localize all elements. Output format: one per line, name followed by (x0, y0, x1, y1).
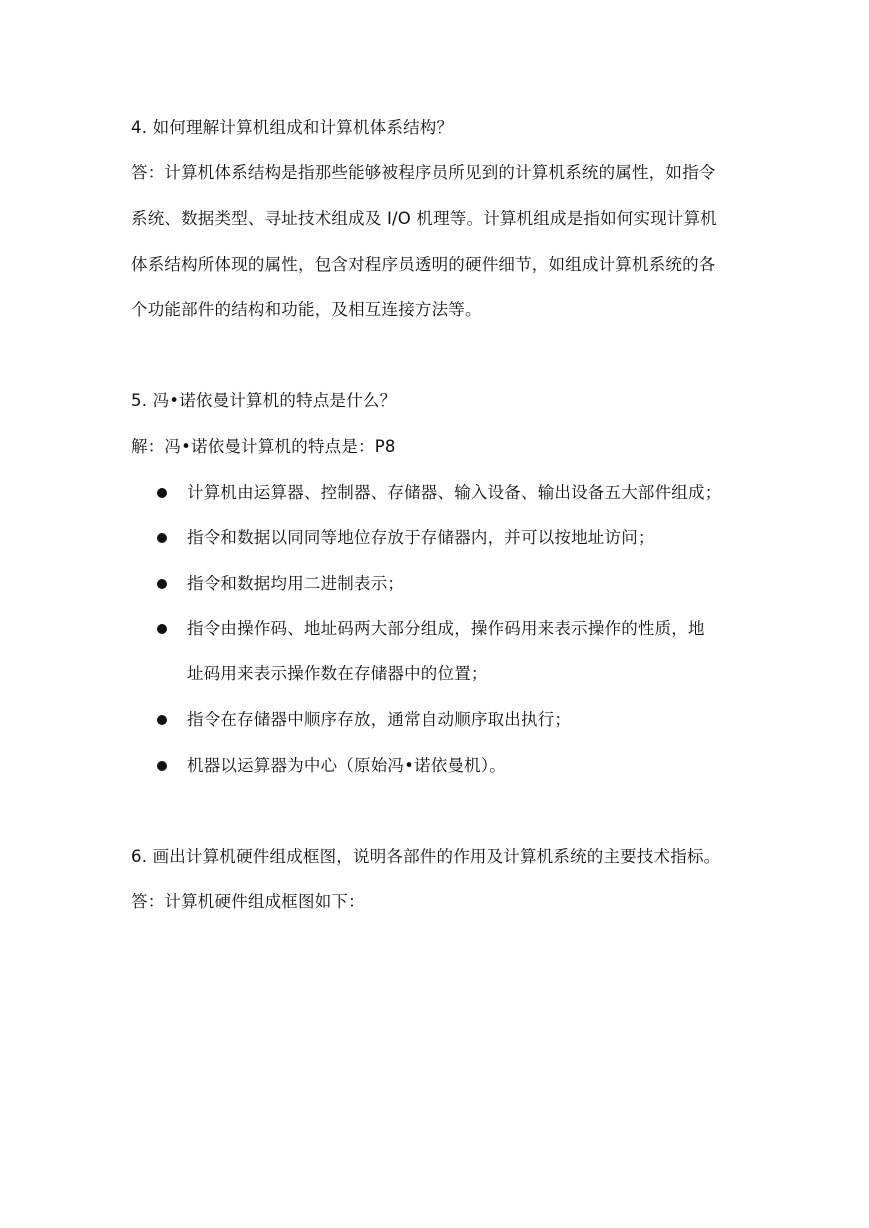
question-6-answer: 答：计算机硬件组成框图如下： (131, 892, 365, 911)
list-item-continuation: 址码用来表示操作数在存储器中的位置； (187, 664, 488, 683)
question-4-answer-line-1: 答：计算机体系结构是指那些能够被程序员所见到的计算机系统的属性，如指令 (131, 163, 716, 182)
list-item: 机器以运算器为中心（原始冯•诺依曼机）。 (187, 756, 506, 775)
bullet-icon (157, 624, 167, 634)
list-item: 指令由操作码、地址码两大部分组成，操作码用来表示操作的性质，地 (187, 619, 705, 638)
bullet-icon (157, 488, 167, 498)
question-5-intro: 解：冯•诺依曼计算机的特点是：P8 (131, 437, 396, 456)
question-4-title: 4. 如何理解计算机组成和计算机体系结构？ (131, 118, 454, 137)
bullet-icon (157, 715, 167, 725)
list-item: 计算机由运算器、控制器、存储器、输入设备、输出设备五大部件组成； (187, 483, 722, 502)
question-4-answer-line-3: 体系结构所体现的属性，包含对程序员透明的硬件细节，如组成计算机系统的各 (131, 255, 716, 274)
bullet-icon (157, 533, 167, 543)
list-item: 指令和数据以同同等地位存放于存储器内，并可以按地址访问； (187, 528, 655, 547)
question-6-title: 6. 画出计算机硬件组成框图，说明各部件的作用及计算机系统的主要技术指标。 (131, 847, 721, 866)
list-item: 指令和数据均用二进制表示； (187, 574, 405, 593)
bullet-icon (157, 579, 167, 589)
question-4-answer-line-4: 个功能部件的结构和功能，及相互连接方法等。 (131, 300, 482, 319)
bullet-icon (157, 761, 167, 771)
list-item: 指令在存储器中顺序存放，通常自动顺序取出执行； (187, 710, 572, 729)
question-5-title: 5. 冯•诺依曼计算机的特点是什么？ (131, 391, 397, 410)
question-4-answer-line-2: 系统、数据类型、寻址技术组成及 I/O 机理等。计算机组成是指如何实现计算机 (131, 209, 718, 228)
